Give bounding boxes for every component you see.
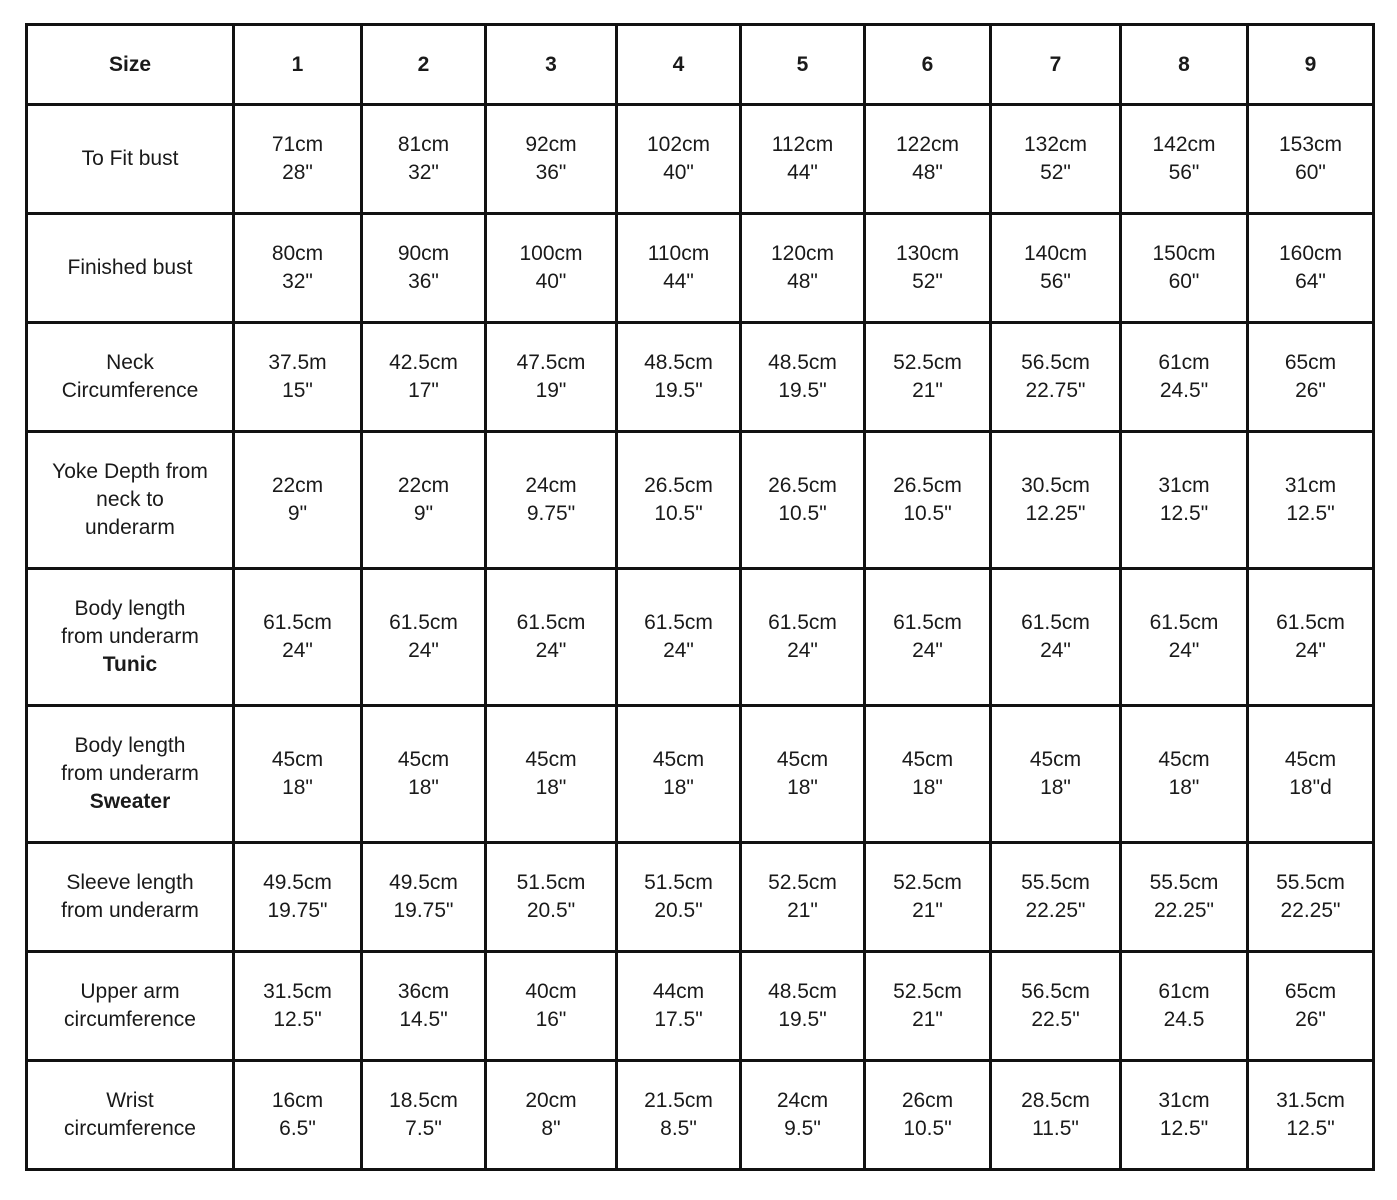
imperial-value: 20.5" [526,899,576,922]
metric-value: 45cm [901,748,954,771]
imperial-value: 28" [282,161,313,184]
row-label-garment: Sweater [89,790,171,813]
metric-value: 40cm [525,980,577,1003]
header-size-7: 7 [991,25,1121,105]
measurement-cell [1248,1061,1374,1170]
imperial-value: 22.5" [1031,1008,1080,1031]
metric-value: 45cm [652,748,705,771]
imperial-value: 9" [287,502,308,525]
metric-value: 61.5cm [644,611,713,634]
table-row [27,432,1374,569]
imperial-value: 18" [912,776,943,799]
imperial-value: 22.25" [1280,899,1341,922]
measurement-cell [486,214,617,323]
header-size-3: 3 [486,25,617,105]
metric-value: 102cm [646,133,711,156]
measurement-cell [991,1061,1121,1170]
header-size-9: 9 [1248,25,1374,105]
metric-value: 47.5cm [516,351,586,374]
row-label-line: Body length [74,734,186,757]
measurement-cell [1121,105,1248,214]
row-label [27,214,234,323]
metric-value: 61.5cm [893,611,962,634]
metric-value: 140cm [1023,242,1088,265]
measurement-cell [991,432,1121,569]
measurement-cell [234,952,362,1061]
imperial-value: 40" [663,161,694,184]
metric-value: 26.5cm [768,474,837,497]
metric-value: 45cm [271,748,324,771]
imperial-value: 19.75" [267,899,328,922]
imperial-value: 18" [282,776,313,799]
metric-value: 61cm [1158,980,1210,1003]
metric-value: 61.5cm [389,611,458,634]
metric-value: 48.5cm [768,980,837,1003]
table-row [27,569,1374,706]
measurement-cell [865,952,991,1061]
imperial-value: 48" [787,270,818,293]
measurement-cell [486,105,617,214]
imperial-value: 60" [1168,270,1200,293]
metric-value: 45cm [1158,748,1210,771]
metric-value: 20cm [525,1089,577,1112]
header-size-label: Size [27,25,234,105]
metric-value: 52.5cm [893,980,962,1003]
imperial-value: 12.5" [1159,502,1209,525]
metric-value: 52.5cm [893,871,962,894]
row-label-line: Sleeve length [66,871,194,894]
imperial-value: 32" [408,161,439,184]
imperial-value: 24" [282,639,313,662]
measurement-cell [741,105,865,214]
metric-value: 61.5cm [516,611,586,634]
measurement-cell [362,1061,486,1170]
imperial-value: 26" [1295,379,1326,402]
measurement-cell [741,952,865,1061]
row-label [27,1061,234,1170]
measurement-cell [1121,706,1248,843]
measurement-cell [741,1061,865,1170]
metric-value: 55.5cm [1149,871,1219,894]
imperial-value: 12.5" [1159,1117,1209,1140]
imperial-value: 21" [912,1008,943,1031]
metric-value: 30.5cm [1021,474,1090,497]
measurement-cell [362,569,486,706]
imperial-value: 18" [408,776,439,799]
metric-value: 61.5cm [1276,611,1345,634]
metric-value: 45cm [1029,748,1082,771]
imperial-value: 36" [535,161,567,184]
header-size-1: 1 [234,25,362,105]
imperial-value: 24" [787,639,818,662]
imperial-value: 56" [1040,270,1071,293]
imperial-value: 52" [912,270,943,293]
metric-value: 31.5cm [1276,1089,1345,1112]
measurement-cell [486,843,617,952]
measurement-cell [617,843,741,952]
measurement-cell [362,214,486,323]
metric-value: 26cm [901,1089,954,1112]
measurement-cell [741,706,865,843]
measurement-cell [865,323,991,432]
table-row [27,105,1374,214]
imperial-value: 19" [535,379,567,402]
table-row [27,706,1374,843]
measurement-cell [362,432,486,569]
metric-value: 150cm [1152,242,1216,265]
measurement-cell [234,214,362,323]
imperial-value: 8.5" [660,1117,697,1140]
row-label-line: from underarm [61,625,199,648]
measurement-cell [1248,843,1374,952]
row-label-line: underarm [85,516,175,539]
metric-value: 55.5cm [1276,871,1345,894]
imperial-value: 19.5" [654,379,703,402]
metric-value: 22cm [397,474,450,497]
row-label-line: circumference [64,1117,196,1140]
measurement-cell [741,323,865,432]
imperial-value: 24" [912,639,943,662]
metric-value: 24cm [525,474,577,497]
metric-value: 80cm [271,242,324,265]
table-row [27,323,1374,432]
measurement-cell [991,214,1121,323]
row-label-line: neck to [96,488,164,511]
measurement-cell [1248,706,1374,843]
measurement-cell [486,1061,617,1170]
measurement-cell [617,323,741,432]
measurement-cell [234,569,362,706]
row-label [27,105,234,214]
imperial-value: 21" [912,899,943,922]
metric-value: 55.5cm [1021,871,1090,894]
metric-value: 48.5cm [644,351,713,374]
imperial-value: 21" [912,379,943,402]
metric-value: 44cm [652,980,705,1003]
row-label [27,843,234,952]
metric-value: 56.5cm [1021,980,1090,1003]
metric-value: 49.5cm [263,871,332,894]
imperial-value: 44" [787,161,818,184]
measurement-cell [865,706,991,843]
imperial-value: 36" [408,270,439,293]
imperial-value: 9.5" [784,1117,821,1140]
measurement-cell [1121,843,1248,952]
metric-value: 42.5cm [389,351,458,374]
measurement-cell [1121,323,1248,432]
row-label [27,952,234,1061]
imperial-value: 16" [535,1008,567,1031]
imperial-value: 11.5" [1032,1117,1079,1140]
measurement-cell [991,843,1121,952]
measurement-cell [991,952,1121,1061]
row-label-line: Yoke Depth from [52,460,208,483]
metric-value: 45cm [397,748,450,771]
imperial-value: 9" [413,502,434,525]
imperial-value: 7.5" [405,1117,442,1140]
metric-value: 90cm [397,242,450,265]
imperial-value: 10.5" [903,502,952,525]
metric-value: 18.5cm [389,1089,458,1112]
measurement-cell [741,214,865,323]
imperial-value: 18" [535,776,567,799]
metric-value: 31cm [1158,1089,1210,1112]
imperial-value: 15" [282,379,313,402]
measurement-cell [865,569,991,706]
imperial-value: 19.75" [393,899,454,922]
metric-value: 142cm [1152,133,1216,156]
measurement-cell [617,105,741,214]
measurement-cell [1248,105,1374,214]
measurement-cell [362,952,486,1061]
row-label [27,432,234,569]
imperial-value: 24" [408,639,439,662]
measurement-cell [234,706,362,843]
metric-value: 52.5cm [893,351,962,374]
measurement-cell [1121,214,1248,323]
measurement-cell [1248,952,1374,1061]
metric-value: 100cm [519,242,583,265]
imperial-value: 19.5" [778,1008,827,1031]
row-label-line: Finished bust [67,256,193,279]
metric-value: 52.5cm [768,871,837,894]
row-label-line: from underarm [61,762,199,785]
metric-value: 120cm [770,242,835,265]
imperial-value: 22.25" [1025,899,1086,922]
measurement-cell [1121,952,1248,1061]
imperial-value: 12.5" [273,1008,322,1031]
measurement-cell [741,843,865,952]
imperial-value: 9.75" [526,502,576,525]
measurement-cell [617,706,741,843]
metric-value: 61.5cm [263,611,332,634]
imperial-value: 32" [282,270,313,293]
metric-value: 24cm [776,1089,829,1112]
metric-value: 22cm [271,474,324,497]
metric-value: 49.5cm [389,871,458,894]
imperial-value: 12.5" [1286,502,1335,525]
measurement-cell [1121,432,1248,569]
metric-value: 37.5m [268,351,327,374]
metric-value: 45cm [776,748,829,771]
metric-value: 110cm [647,242,710,265]
metric-value: 31cm [1158,474,1210,497]
measurement-cell [617,569,741,706]
imperial-value: 44" [663,270,694,293]
metric-value: 160cm [1278,242,1343,265]
measurement-cell [234,432,362,569]
imperial-value: 26" [1295,1008,1326,1031]
metric-value: 65cm [1284,980,1337,1003]
metric-value: 92cm [525,133,577,156]
measurement-cell [1248,214,1374,323]
measurement-cell [486,706,617,843]
imperial-value: 22.75" [1025,379,1086,402]
measurement-cell [362,323,486,432]
metric-value: 51.5cm [644,871,713,894]
header-size-5: 5 [741,25,865,105]
row-label-line: from underarm [61,899,199,922]
imperial-value: 24" [1295,639,1326,662]
measurement-cell [865,214,991,323]
imperial-value: 18"d [1289,776,1332,799]
metric-value: 51.5cm [516,871,586,894]
metric-value: 122cm [895,133,960,156]
imperial-value: 18" [663,776,694,799]
metric-value: 112cm [771,133,834,156]
imperial-value: 21" [787,899,818,922]
header-size-4: 4 [617,25,741,105]
imperial-value: 24.5 [1163,1008,1205,1031]
row-label-line: Body length [74,597,186,620]
metric-value: 48.5cm [768,351,837,374]
measurement-cell [741,569,865,706]
imperial-value: 24" [663,639,694,662]
imperial-value: 48" [912,161,943,184]
metric-value: 45cm [525,748,577,771]
header-size-8: 8 [1121,25,1248,105]
row-label-line: Neck [106,351,154,374]
imperial-value: 24" [535,639,567,662]
table-row [27,1061,1374,1170]
table-row [27,843,1374,952]
imperial-value: 19.5" [778,379,827,402]
measurement-cell [362,843,486,952]
metric-value: 153cm [1278,133,1343,156]
measurement-cell [617,952,741,1061]
row-label [27,706,234,843]
imperial-value: 17.5" [654,1008,703,1031]
row-label [27,569,234,706]
metric-value: 56.5cm [1021,351,1090,374]
imperial-value: 8" [541,1117,561,1140]
measurement-cell [991,569,1121,706]
metric-value: 31cm [1284,474,1337,497]
chart-body [27,105,1374,1170]
row-label-garment: Tunic [102,653,158,676]
measurement-cell [865,432,991,569]
row-label-line: circumference [64,1008,196,1031]
imperial-value: 56" [1168,161,1200,184]
row-label [27,323,234,432]
imperial-value: 52" [1040,161,1071,184]
metric-value: 26.5cm [893,474,962,497]
measurement-cell [865,843,991,952]
metric-value: 61.5cm [768,611,837,634]
measurement-cell [486,432,617,569]
imperial-value: 12.5" [1286,1117,1335,1140]
imperial-value: 12.25" [1025,502,1086,525]
measurement-cell [234,323,362,432]
imperial-value: 18" [1168,776,1200,799]
imperial-value: 10.5" [778,502,827,525]
imperial-value: 10.5" [654,502,703,525]
measurement-cell [865,105,991,214]
table-row [27,952,1374,1061]
imperial-value: 64" [1295,270,1326,293]
imperial-value: 24.5" [1159,379,1209,402]
measurement-cell [362,706,486,843]
measurement-cell [234,843,362,952]
metric-value: 71cm [271,133,324,156]
imperial-value: 24" [1040,639,1071,662]
measurement-cell [1248,432,1374,569]
row-label-line: Wrist [106,1089,154,1112]
imperial-value: 24" [1168,639,1200,662]
measurement-cell [617,214,741,323]
imperial-value: 40" [535,270,567,293]
metric-value: 130cm [895,242,960,265]
metric-value: 81cm [397,133,450,156]
measurement-cell [617,432,741,569]
measurement-cell [486,952,617,1061]
measurement-cell [991,323,1121,432]
imperial-value: 14.5" [399,1008,448,1031]
size-chart-table [25,23,1375,1171]
row-label-line: Circumference [61,379,199,402]
measurement-cell [486,569,617,706]
imperial-value: 18" [1040,776,1071,799]
metric-value: 65cm [1284,351,1337,374]
header-size-2: 2 [362,25,486,105]
measurement-cell [741,432,865,569]
metric-value: 45cm [1284,748,1337,771]
measurement-cell [617,1061,741,1170]
table-row [27,214,1374,323]
metric-value: 61.5cm [1149,611,1219,634]
measurement-cell [1248,569,1374,706]
imperial-value: 60" [1295,161,1326,184]
measurement-cell [362,105,486,214]
measurement-cell [1121,1061,1248,1170]
imperial-value: 20.5" [654,899,703,922]
measurement-cell [865,1061,991,1170]
imperial-value: 22.25" [1153,899,1214,922]
metric-value: 36cm [397,980,450,1003]
measurement-cell [1121,569,1248,706]
metric-value: 26.5cm [644,474,713,497]
row-label-line: Upper arm [80,980,180,1003]
metric-value: 16cm [271,1089,324,1112]
metric-value: 61.5cm [1021,611,1090,634]
imperial-value: 18" [787,776,818,799]
header-size-6: 6 [865,25,991,105]
measurement-cell [991,706,1121,843]
measurement-cell [234,105,362,214]
metric-value: 31.5cm [263,980,332,1003]
measurement-cell [991,105,1121,214]
metric-value: 132cm [1023,133,1088,156]
measurement-cell [234,1061,362,1170]
row-label-line: To Fit bust [81,147,179,170]
metric-value: 21.5cm [644,1089,713,1112]
imperial-value: 6.5" [279,1117,316,1140]
measurement-cell [1248,323,1374,432]
metric-value: 28.5cm [1021,1089,1090,1112]
imperial-value: 10.5" [903,1117,952,1140]
imperial-value: 17" [408,379,439,402]
header-row [27,25,1374,105]
metric-value: 61cm [1158,351,1210,374]
measurement-cell [486,323,617,432]
